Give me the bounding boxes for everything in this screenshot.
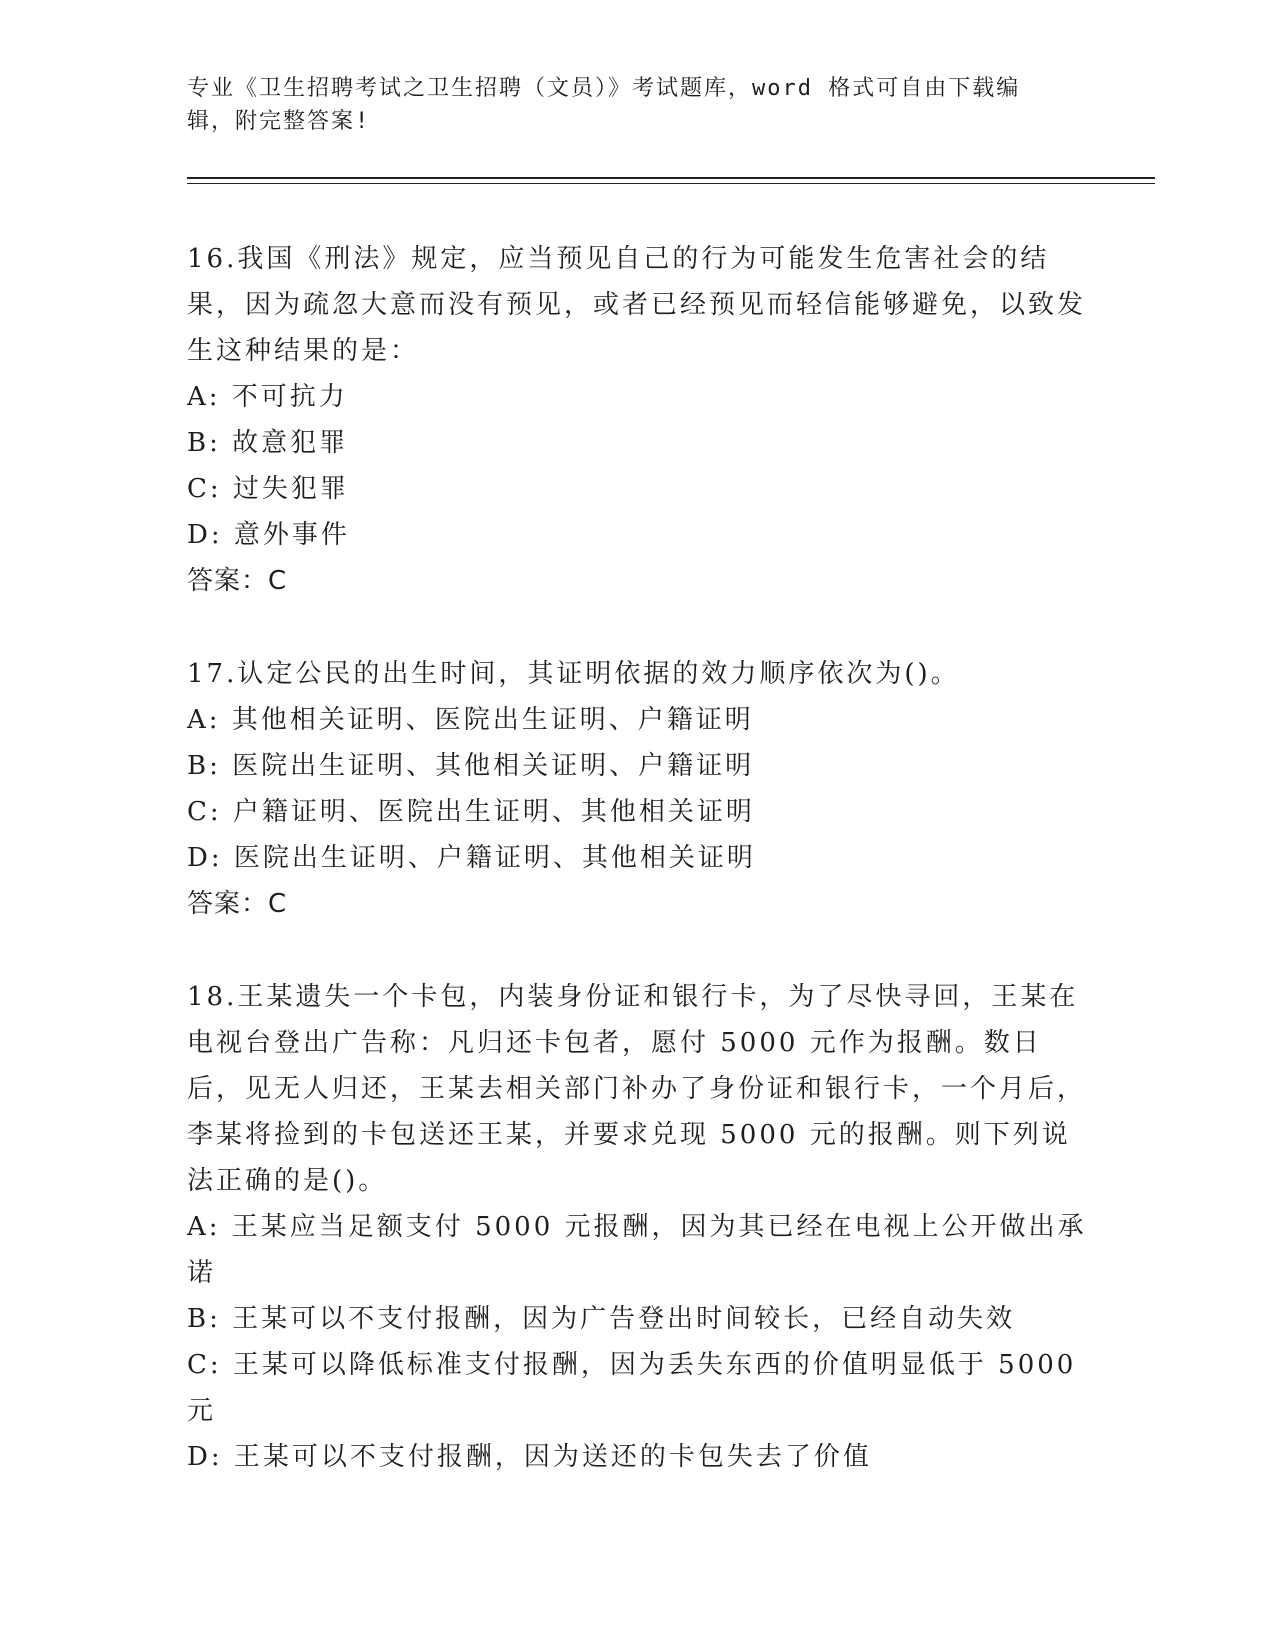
header-divider-thin <box>187 183 1155 184</box>
option-c: C: 王某可以降低标准支付报酬，因为丢失东西的价值明显低于 5000 元 <box>187 1350 1077 1426</box>
option-b: B: 故意犯罪 <box>187 428 349 458</box>
option-b: B: 王某可以不支付报酬，因为广告登出时间较长，已经自动失效 <box>187 1304 1016 1334</box>
option-c: C: 过失犯罪 <box>187 474 349 504</box>
question-18 <box>187 974 1087 1480</box>
question-stem: 18.王某遗失一个卡包，内装身份证和银行卡，为了尽快寻回，王某在电视台登出广告称：凡归还卡包者，愿付 5000 元作为报酬。数日后，见无人归还，王某去相关部门补办了身份证和银行卡，一个月后，李某将捡到的卡包送还王某，并要求兑现 5000 元的报酬。则下列说法正确的是()。 <box>187 982 1087 1196</box>
header-divider-thick <box>187 177 1155 179</box>
answer: 答案：C <box>187 566 288 596</box>
document-header: 专业《卫生招聘考试之卫生招聘（文员）》考试题库，word 格式可自由下载编辑，附完整答案! <box>187 76 1021 134</box>
option-a: A: 其他相关证明、医院出生证明、户籍证明 <box>187 705 754 735</box>
option-b: B: 医院出生证明、其他相关证明、户籍证明 <box>187 751 755 781</box>
option-d: D: 意外事件 <box>187 520 350 550</box>
question-stem: 16.我国《刑法》规定，应当预见自己的行为可能发生危害社会的结果，因为疏忽大意而没有预见，或者已经预见而轻信能够避免，以致发生这种结果的是： <box>187 244 1087 366</box>
question-stem: 17.认定公民的出生时间，其证明依据的效力顺序依次为()。 <box>187 659 960 689</box>
option-d: D: 王某可以不支付报酬，因为送还的卡包失去了价值 <box>187 1442 872 1472</box>
question-list <box>187 236 1087 1527</box>
option-d: D: 医院出生证明、户籍证明、其他相关证明 <box>187 843 756 873</box>
question-16 <box>187 236 1087 604</box>
option-a: A: 不可抗力 <box>187 382 348 412</box>
answer: 答案：C <box>187 889 288 919</box>
question-17 <box>187 651 1087 927</box>
option-c: C: 户籍证明、医院出生证明、其他相关证明 <box>187 797 755 827</box>
option-a: A: 王某应当足额支付 5000 元报酬，因为其已经在电视上公开做出承诺 <box>187 1212 1087 1288</box>
